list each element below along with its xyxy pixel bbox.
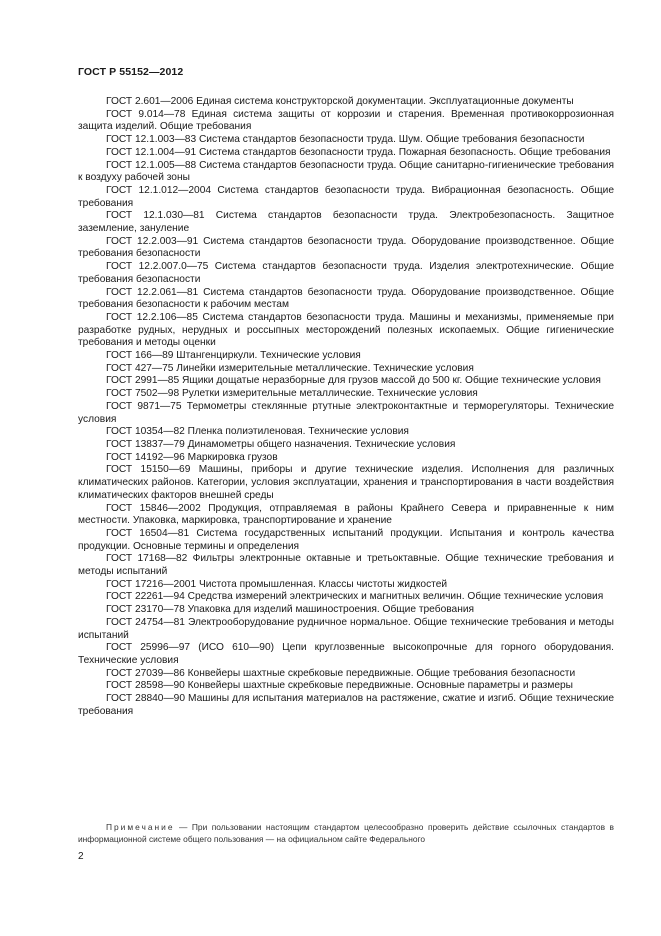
reference-item: ГОСТ 12.2.061—81 Система стандартов безопасности труда. Оборудование производственное. Общие требования безопасности к рабочим местам [78,286,614,311]
reference-item: ГОСТ 9.014—78 Единая система защиты от коррозии и старения. Временная противокоррозионная защита изделий. Общие требования [78,108,614,133]
reference-item: ГОСТ 7502—98 Рулетки измерительные металлические. Технические условия [106,388,478,400]
reference-item: ГОСТ 28840—90 Машины для испытания материалов на растяжение, сжатие и изгиб. Общие технические требования [78,693,614,717]
reference-item: ГОСТ 12.1.012—2004 Система стандартов безопасности труда. Вибрационная безопасность. Общие требования [78,184,614,209]
reference-item: ГОСТ 23170—78 Упаковка для изделий машиностроения. Общие требования [106,604,475,616]
reference-item: ГОСТ 15150—69 Машины, приборы и другие технические изделия. Исполнения для различных климатических районов. Категории, условия эксплуатации, хранения и транспортирования в части воздействия климатических факторов внешней среды [78,464,614,501]
reference-item: ГОСТ 10354—82 Пленка полиэтиленовая. Технические условия [106,426,409,438]
reference-item: ГОСТ 25996—97 (ИСО 610—90) Цепи круглозвенные высокопрочные для горного оборудования. Технические условия [78,642,614,666]
reference-item: ГОСТ 12.1.004—91 Система стандартов безопасности труда. Пожарная безопасность. Общие требования [106,146,611,158]
reference-item: ГОСТ 12.1.003—83 Система стандартов безопасности труда. Шум. Общие требования безопасности [106,134,585,146]
reference-item: ГОСТ 27039—86 Конвейеры шахтные скребковые передвижные. Общие требования безопасности [106,667,576,679]
reference-item: ГОСТ 12.1.005—88 Система стандартов безопасности труда. Общие санитарно-гигиенические требования к воздуху рабочей зоны [78,159,614,184]
note-label: Примечание [106,822,175,832]
reference-item: ГОСТ 2.601—2006 Единая система конструкторской документации. Эксплуатационные документы [106,96,574,107]
reference-item: ГОСТ 15846—2002 Продукция, отправляемая в районы Крайнего Севера и приравненные к ним местности. Упаковка, маркировка, транспортирование и хранение [78,502,614,527]
reference-item: ГОСТ 12.2.003—91 Система стандартов безопасности труда. Оборудование производственное. Общие требования безопасности [78,235,614,260]
reference-item: ГОСТ 13837—79 Динамометры общего назначения. Технические условия [106,438,456,450]
reference-item: ГОСТ 28598—90 Конвейеры шахтные скребковые передвижные. Основные параметры и размеры [106,680,573,692]
reference-item: ГОСТ 24754—81 Электрооборудование рудничное нормальное. Общие технические требования и методы испытаний [78,616,614,641]
reference-item: ГОСТ 12.2.007.0—75 Система стандартов безопасности труда. Изделия электротехнические. Общие требования безопасности [78,261,614,285]
reference-item: ГОСТ 2991—85 Ящики дощатые неразборные для грузов массой до 500 кг. Общие технические условия [106,375,601,387]
page-number: 2 [78,851,84,862]
reference-item: ГОСТ 14192—96 Маркировка грузов [106,451,278,463]
reference-item: ГОСТ 16504—81 Система государственных испытаний продукции. Испытания и контроль качества продукции. Основные термины и определения [78,527,614,552]
normative-references-list [78,96,614,718]
note-text: — При пользовании настоящим стандартом целесообразно проверить действие ссылочных стандартов в информационной системе общего пользования — на официальном сайте Федерального [78,822,615,844]
reference-item: ГОСТ 12.1.030—81 Система стандартов безопасности труда. Электробезопасность. Защитное заземление, зануление [78,210,614,235]
reference-item: ГОСТ 427—75 Линейки измерительные металлические. Технические условия [106,362,474,374]
note-paragraph [78,822,614,845]
reference-item: ГОСТ 22261—94 Средства измерений электрических и магнитных величин. Общие технические условия [106,591,604,603]
reference-item: ГОСТ 12.2.106—85 Система стандартов безопасности труда. Машины и механизмы, применяемые при разработке рудных, нерудных и россыпных месторождений полезных ископаемых. Общие гигиенические требования и методы оценки [78,311,614,349]
reference-item: ГОСТ 9871—75 Термометры стеклянные ртутные электроконтактные и терморегуляторы. Технические условия [78,400,614,425]
document-header: ГОСТ Р 55152—2012 [78,66,184,78]
reference-item: ГОСТ 17168—82 Фильтры электронные октавные и третьоктавные. Общие технические требования и методы испытаний [78,553,614,578]
reference-item: ГОСТ 17216—2001 Чистота промышленная. Классы чистоты жидкостей [106,578,448,590]
reference-item: ГОСТ 166—89 Штангенциркули. Технические условия [106,350,361,362]
